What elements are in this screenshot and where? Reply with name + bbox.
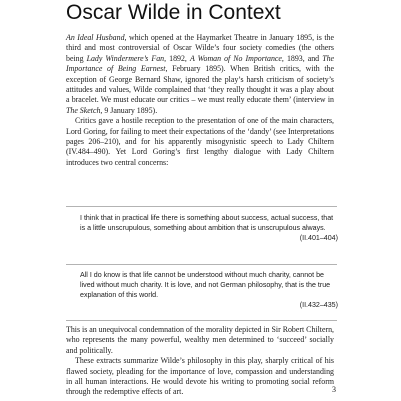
paragraph-condemnation: This is an unequivocal condemnation of the morality depicted in Sir Robert Chiltern, who represents the many powerful, wealthy men determined to ‘succeed’ socially and politically.: [66, 325, 335, 355]
play-title-lady-windermere: Lady Windermere’s Fan: [86, 53, 165, 63]
paragraph-critics: Critics gave a hostile reception to the presentation of one of the main characters, Lord Goring, for failing to meet their expectations of the ‘dandy’ (see Interpretations pages 206–210), and for his apparently misogynistic speech to Lady Chiltern (IV.484–490). Yet Lord Goring’s first lengthy dialogue with Lady Chiltern introduces two central concerns:: [66, 116, 334, 167]
page-title: Oscar Wilde in Context: [66, 1, 281, 24]
text-run: , February 1895). When British critics, with the exception of George Bernard Shaw, ignored the play’s harsh criticism of society’s attitudes and values, Wilde complained that ‘they really thought it was a play about a bracelet. We must educate our critics – we must really educate them’ (interview in: [66, 64, 335, 105]
quote-text: All I do know is that life cannot be understood without much charity, cannot be lived without much charity. It is love, and not German philosophy, that is the true explanation of this world.: [80, 271, 331, 299]
play-title-ideal-husband: An Ideal Husband: [66, 33, 125, 42]
text-run: , 9 January 1895).: [100, 105, 158, 115]
play-title-woman-no-importance: A Woman of No Importance: [189, 53, 282, 63]
quote-text: I think that in practical life there is something about success, actual success, that is a little unscrupulous, something about ambition that is unscrupulous always.: [80, 214, 334, 232]
page-number: 3: [332, 385, 336, 394]
quote-reference: (II.432–435): [299, 301, 338, 309]
divider: [66, 264, 337, 265]
quote-reference: (II.401–404): [299, 234, 338, 242]
text-run: , 1893, and: [281, 53, 323, 63]
conclusion-block: [66, 325, 334, 398]
quote-success: [80, 213, 338, 243]
text-run: , which opened at the Haymarket Theatre in January 1895, is the third and most controversial of Oscar Wilde’s four society comedies (the others being: [66, 33, 334, 63]
paragraph-summary: These extracts summarize Wilde’s philosophy in this play, sharply critical of his flawed society, pleading for the importance of love, compassion and understanding in all human interactions. He would devote his writing to promoting social reform through the redemptive effects of art.: [66, 356, 334, 397]
divider: [66, 320, 337, 321]
text-run: , 1892,: [164, 53, 190, 63]
publication-the-sketch: The Sketch: [66, 105, 101, 115]
play-title-importance-earnest: The Importance of Being Earnest: [66, 53, 335, 74]
paragraph-intro: [66, 33, 334, 116]
intro-block: [66, 33, 334, 168]
quote-charity: [80, 270, 338, 310]
divider: [66, 206, 337, 207]
